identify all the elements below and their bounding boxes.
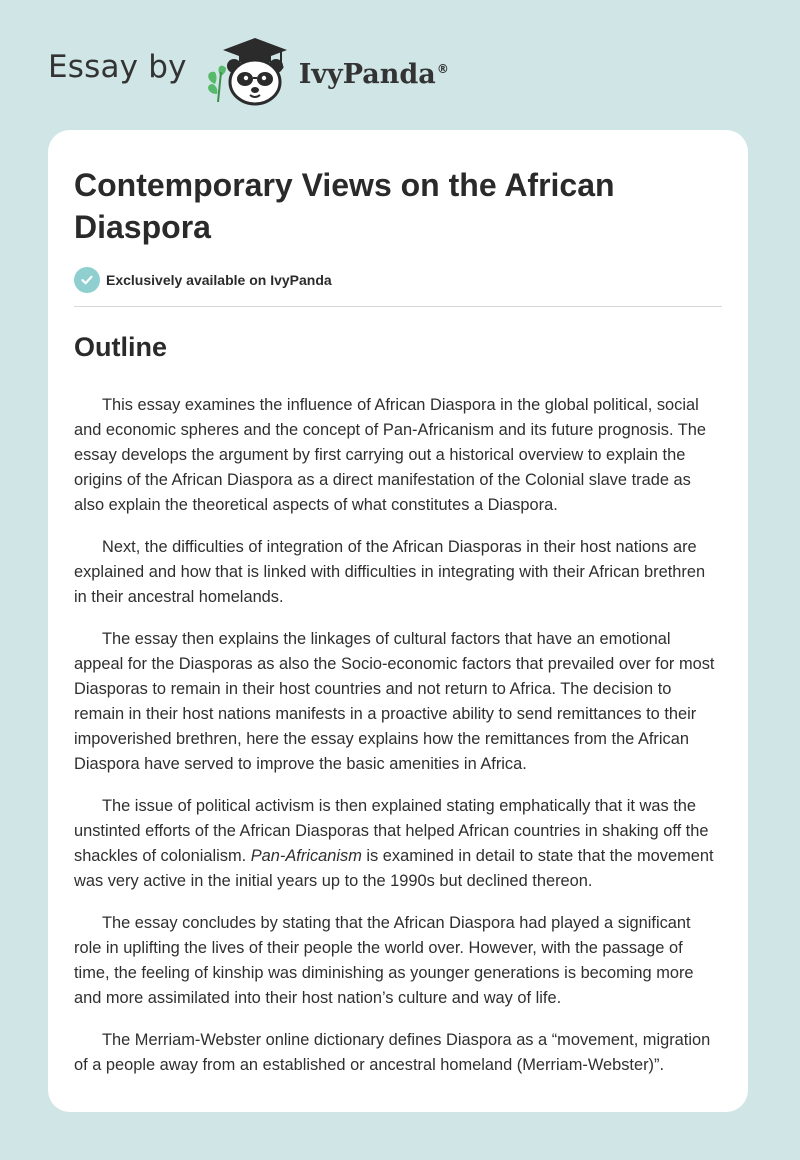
paragraph-text: is examined in detail to state that the movement was very active in the initial years up to the 1990s but declined thereon. — [74, 847, 714, 890]
check-icon — [74, 267, 100, 293]
essay-body — [74, 393, 722, 1078]
paragraph: The essay concludes by stating that the African Diaspora had played a significant role in uplifting the lives of their people the world over. However, with the passage of time, the feeling of kinship was diminishing as younger generations is becoming more and more assimilated into their host nation’s culture and way of life. — [74, 914, 694, 1007]
panda-graduate-icon — [201, 32, 297, 108]
brand-header — [48, 30, 449, 110]
paragraph: Next, the difficulties of integration of the African Diasporas in their host nations are explained and how that is linked with difficulties in integrating with their African brethren in their ancestral homelands. — [74, 538, 706, 606]
exclusive-badge — [74, 266, 722, 294]
paragraph: The essay then explains the linkages of cultural factors that have an emotional appeal for the Diasporas as also the Socio-economic factors that prevailed over for most Diasporas to remain in their host countries and not return to Africa. The decision to remain in their host nations manifests in a proactive ability to send remittances to their impoverished brethren, here the essay explains how the remittances from the African Diaspora have served to improve the basic amenities in Africa. — [74, 630, 715, 773]
paragraph — [74, 794, 722, 894]
paragraph: The Merriam-Webster online dictionary defines Diaspora as a “movement, migration of a people away from an established or ancestral homeland (Merriam-Webster)”. — [74, 1031, 711, 1074]
emphasis-term: Pan-Africanism — [250, 847, 362, 865]
section-heading: Outline — [74, 332, 167, 362]
divider — [74, 306, 722, 307]
leaf-icon — [208, 66, 226, 102]
exclusive-label: Exclusively available on IvyPanda — [106, 272, 332, 288]
brand-name — [299, 59, 449, 90]
brand-prefix: Essay by — [48, 49, 187, 85]
brand-name-text: IvyPanda — [298, 58, 436, 90]
essay-title: Contemporary Views on the African Diaspora — [74, 167, 615, 245]
registered-mark: ® — [436, 61, 449, 76]
essay-card — [48, 130, 748, 1112]
paragraph-text: The issue of political activism is then explained stating emphatically that it was the unstinted efforts of the African Diasporas that helped African countries in shaking off the shackles of colonialism. — [74, 797, 709, 865]
paragraph: This essay examines the influence of African Diaspora in the global political, social and economic spheres and the concept of Pan-Africanism and its future prognosis. The essay develops the argument by first carrying out a historical overview to explain the origins of the African Diaspora as a direct manifestation of the Colonial slave trade as also explain the theoretical aspects of what constitutes a Diaspora. — [74, 396, 707, 514]
